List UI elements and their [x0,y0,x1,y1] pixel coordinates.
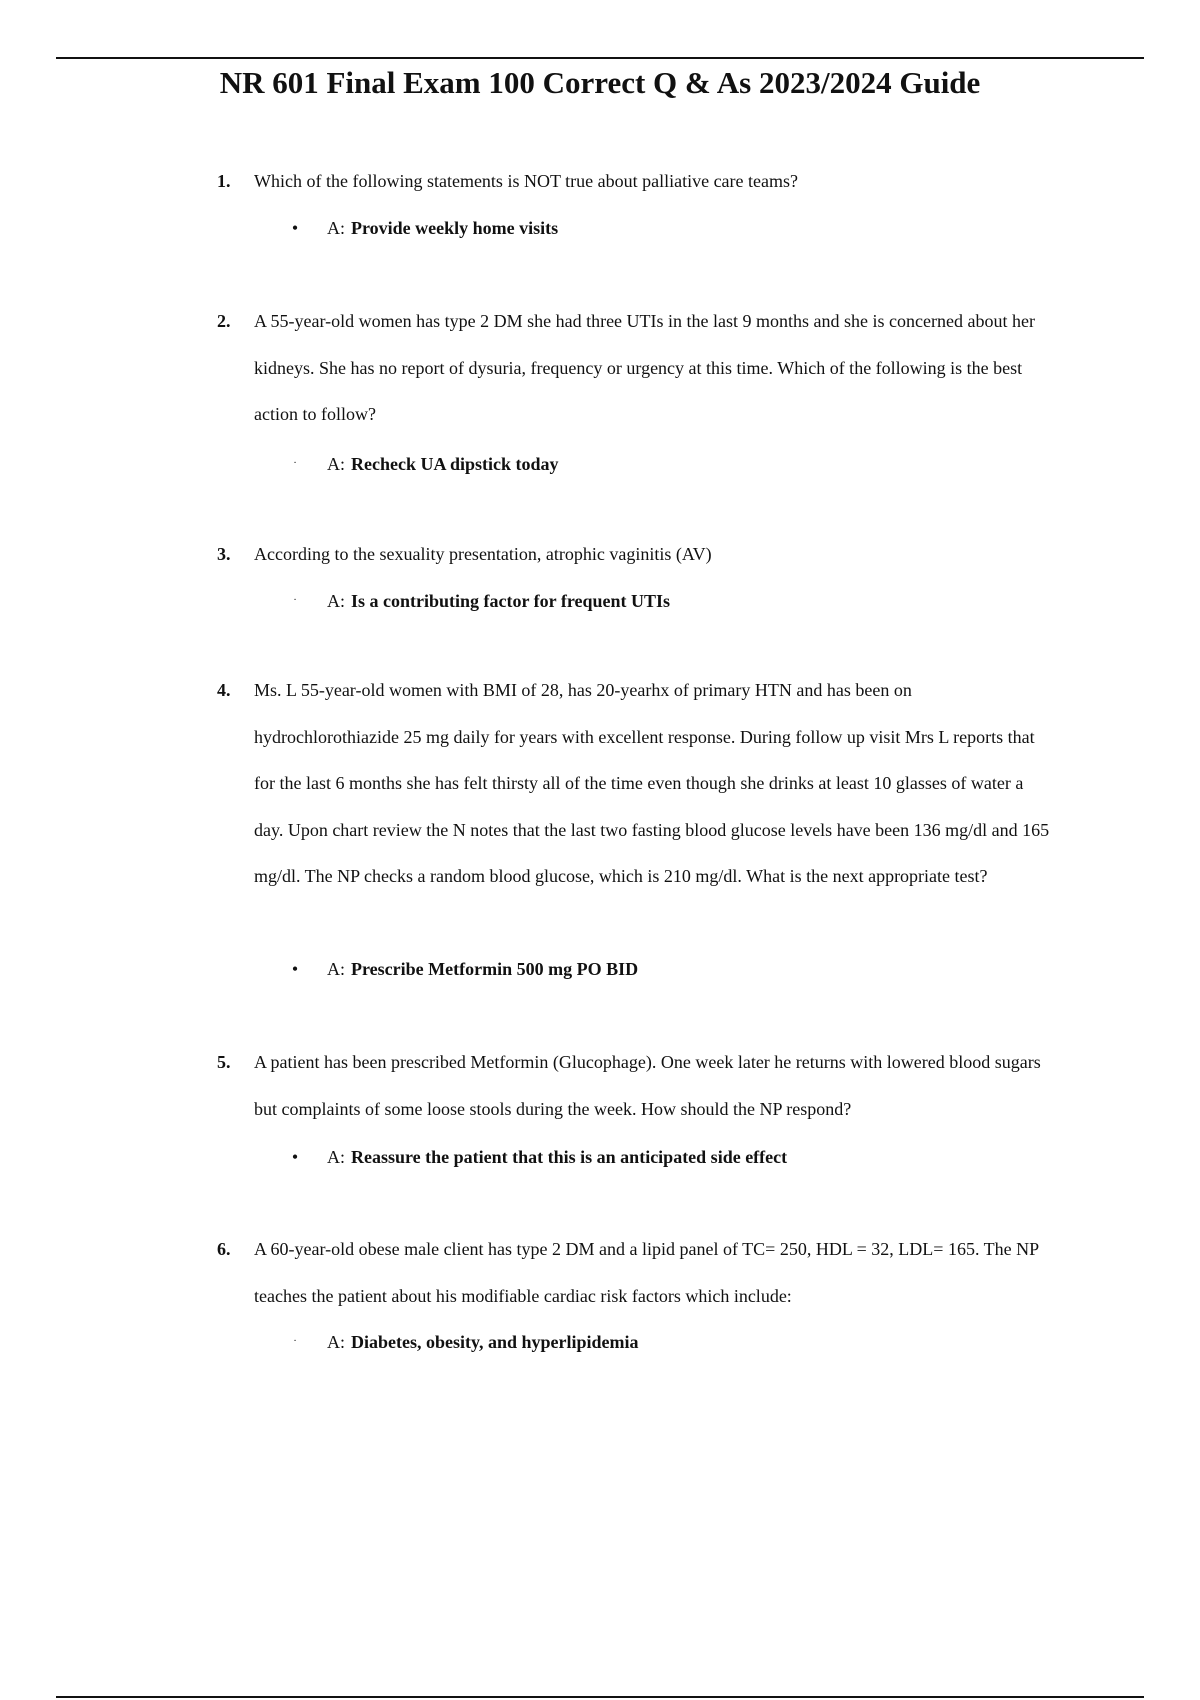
answer-prefix: A: [327,1332,345,1352]
bullet-icon: • [291,959,299,979]
question-text: Ms. L 55-year-old women with BMI of 28, has 20-yearhx of primary HTN and has been on hydrochlorothiazide 25 mg daily for years with excellent response. During follow up visit Mrs L reports that for the last 6 months she has felt thirsty all of the time even though she drinks at least 10 glasses of water a day. Upon chart review the N notes that the last two fasting blood glucose levels have been 136 mg/dl and 165 mg/dl. The NP checks a random blood glucose, which is 210 mg/dl. What is the next appropriate test? [254,680,1050,886]
top-rule [56,57,1144,59]
answer-text: Provide weekly home visits [351,218,559,238]
answer-text: Recheck UA dipstick today [351,454,559,474]
answer-prefix: A: [327,218,345,238]
answer-text: Prescribe Metformin 500 mg PO BID [351,959,639,979]
question-text: Which of the following statements is NOT true about palliative care teams? [254,171,798,191]
bullet-icon: · [293,458,297,469]
question-number: 4. [217,680,231,700]
question-number: 6. [217,1239,231,1259]
document-title: NR 601 Final Exam 100 Correct Q & As 2023/2024 Guide [219,65,981,100]
question-number: 5. [217,1052,231,1072]
question-text: According to the sexuality presentation, atrophic vaginitis (AV) [254,544,712,564]
answer-prefix: A: [327,591,345,611]
answer-text: Reassure the patient that this is an anticipated side effect [351,1147,788,1167]
answer-text: Is a contributing factor for frequent UTIs [351,591,670,611]
question-text: A 55-year-old women has type 2 DM she had three UTIs in the last 9 months and she is concerned about her kidneys. She has no report of dysuria, frequency or urgency at this time. Which of the following is the best action to follow? [254,311,1035,424]
bottom-rule [56,1696,1144,1698]
question-number: 2. [217,311,231,331]
bullet-icon: · [293,1336,297,1347]
question-number: 1. [217,171,231,191]
answer-prefix: A: [327,454,345,474]
answer-text: Diabetes, obesity, and hyperlipidemia [351,1332,639,1352]
answer-prefix: A: [327,959,345,979]
question-text: A patient has been prescribed Metformin (Glucophage). One week later he returns with lowered blood sugars but complaints of some loose stools during the week. How should the NP respond? [254,1052,1041,1119]
bullet-icon: • [291,218,299,238]
question-number: 3. [217,544,231,564]
bullet-icon: · [293,595,297,606]
answer-prefix: A: [327,1147,345,1167]
bullet-icon: • [291,1147,299,1167]
question-text: A 60-year-old obese male client has type 2 DM and a lipid panel of TC= 250, HDL = 32, LDL= 165. The NP teaches the patient about his modifiable cardiac risk factors which include: [254,1239,1039,1306]
